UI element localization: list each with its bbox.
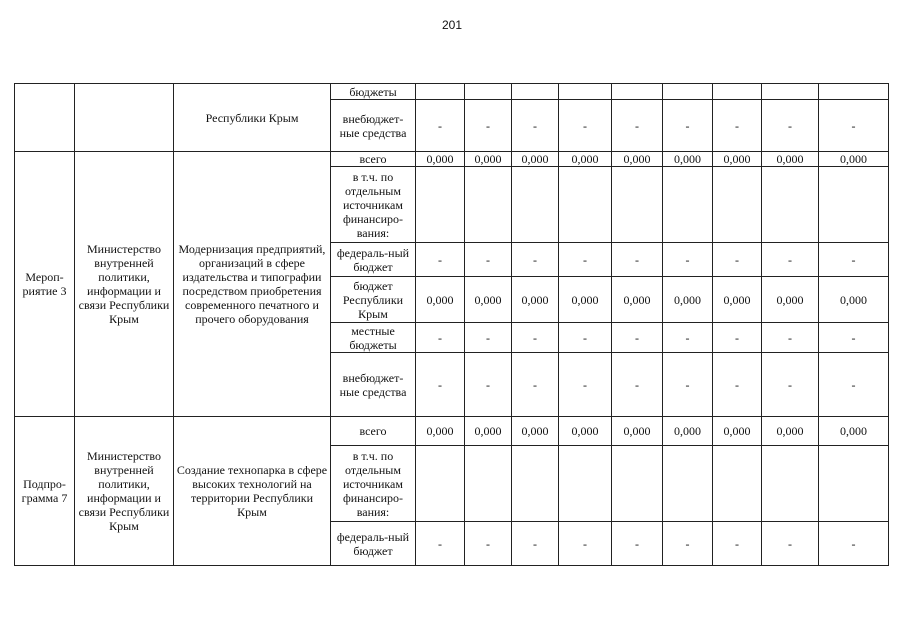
value-cell xyxy=(465,167,512,243)
value-cell: 0,000 xyxy=(663,152,713,167)
value-cell: - xyxy=(416,522,465,566)
value-cell: 0,000 xyxy=(819,277,889,323)
value-cell: - xyxy=(663,100,713,152)
value-cell xyxy=(663,446,713,522)
cell-col3-continued: Республики Крым xyxy=(174,84,331,152)
value-cell xyxy=(713,446,762,522)
value-cell: 0,000 xyxy=(512,152,559,167)
table-row xyxy=(15,152,889,167)
value-cell: - xyxy=(512,522,559,566)
value-cell xyxy=(559,167,612,243)
value-cell: - xyxy=(819,100,889,152)
page-number: 201 xyxy=(441,18,463,32)
funding-source-cell: внебюджет-ные средства xyxy=(331,100,416,152)
value-cell: - xyxy=(713,100,762,152)
funding-source-cell: всего xyxy=(331,417,416,446)
value-cell xyxy=(559,446,612,522)
value-cell: - xyxy=(512,323,559,353)
value-cell: 0,000 xyxy=(416,152,465,167)
value-cell xyxy=(512,167,559,243)
cell-col1-continued xyxy=(15,84,75,152)
value-cell: - xyxy=(465,243,512,277)
value-cell: 0,000 xyxy=(465,152,512,167)
ministry-cell: Министерство внутренней политики, информации и связи Республики Крым xyxy=(75,417,174,566)
value-cell xyxy=(559,84,612,100)
value-cell: 0,000 xyxy=(663,417,713,446)
value-cell: - xyxy=(416,353,465,417)
funding-source-cell: всего xyxy=(331,152,416,167)
value-cell: - xyxy=(612,323,663,353)
value-cell: 0,000 xyxy=(612,417,663,446)
value-cell: - xyxy=(762,522,819,566)
value-cell xyxy=(416,446,465,522)
funding-source-cell: местные бюджеты xyxy=(331,323,416,353)
value-cell: - xyxy=(819,522,889,566)
value-cell: - xyxy=(559,353,612,417)
value-cell: - xyxy=(713,323,762,353)
value-cell xyxy=(762,167,819,243)
value-cell: - xyxy=(713,353,762,417)
value-cell xyxy=(819,167,889,243)
value-cell: - xyxy=(762,323,819,353)
funding-source-cell: внебюджет-ные средства xyxy=(331,353,416,417)
value-cell xyxy=(416,167,465,243)
value-cell: 0,000 xyxy=(416,277,465,323)
budget-table xyxy=(14,83,889,566)
table-body xyxy=(15,84,889,566)
value-cell: 0,000 xyxy=(663,277,713,323)
value-cell: 0,000 xyxy=(713,152,762,167)
value-cell: - xyxy=(559,243,612,277)
value-cell xyxy=(819,446,889,522)
value-cell: - xyxy=(612,522,663,566)
value-cell: - xyxy=(663,323,713,353)
value-cell: - xyxy=(819,323,889,353)
value-cell: 0,000 xyxy=(819,152,889,167)
funding-source-cell: бюджеты xyxy=(331,84,416,100)
value-cell: 0,000 xyxy=(559,152,612,167)
value-cell: 0,000 xyxy=(762,152,819,167)
value-cell: 0,000 xyxy=(416,417,465,446)
value-cell xyxy=(762,84,819,100)
value-cell: 0,000 xyxy=(762,417,819,446)
value-cell: - xyxy=(819,243,889,277)
value-cell: 0,000 xyxy=(465,417,512,446)
funding-source-cell: федераль-ный бюджет xyxy=(331,522,416,566)
value-cell: - xyxy=(663,522,713,566)
value-cell: 0,000 xyxy=(612,152,663,167)
value-cell xyxy=(465,446,512,522)
value-cell xyxy=(663,167,713,243)
value-cell: - xyxy=(559,522,612,566)
funding-source-cell: федераль-ный бюджет xyxy=(331,243,416,277)
value-cell xyxy=(713,167,762,243)
value-cell: 0,000 xyxy=(512,417,559,446)
value-cell xyxy=(762,446,819,522)
value-cell: 0,000 xyxy=(819,417,889,446)
value-cell: - xyxy=(559,323,612,353)
value-cell: 0,000 xyxy=(713,277,762,323)
value-cell: 0,000 xyxy=(612,277,663,323)
value-cell: 0,000 xyxy=(465,277,512,323)
value-cell xyxy=(612,84,663,100)
value-cell: 0,000 xyxy=(559,417,612,446)
activity-description: Создание технопарка в сфере высоких технологий на территории Республики Крым xyxy=(174,417,331,566)
value-cell: - xyxy=(559,100,612,152)
value-cell: - xyxy=(512,100,559,152)
value-cell: 0,000 xyxy=(512,277,559,323)
value-cell: - xyxy=(762,100,819,152)
value-cell: - xyxy=(713,243,762,277)
table-row xyxy=(15,417,889,446)
value-cell: - xyxy=(713,522,762,566)
value-cell: - xyxy=(612,353,663,417)
funding-source-cell: в т.ч. по отдельным источникам финансиро-вания: xyxy=(331,167,416,243)
value-cell xyxy=(612,446,663,522)
table-row xyxy=(15,84,889,100)
value-cell: - xyxy=(465,522,512,566)
value-cell: - xyxy=(512,353,559,417)
value-cell: - xyxy=(465,323,512,353)
funding-source-cell: в т.ч. по отдельным источникам финансиро-вания: xyxy=(331,446,416,522)
value-cell xyxy=(713,84,762,100)
value-cell: - xyxy=(465,353,512,417)
value-cell: - xyxy=(416,323,465,353)
value-cell: - xyxy=(465,100,512,152)
value-cell: - xyxy=(512,243,559,277)
cell-col2-continued xyxy=(75,84,174,152)
value-cell xyxy=(512,446,559,522)
value-cell xyxy=(612,167,663,243)
value-cell: - xyxy=(663,353,713,417)
funding-source-cell: бюджет Республики Крым xyxy=(331,277,416,323)
value-cell: 0,000 xyxy=(559,277,612,323)
ministry-cell: Министерство внутренней политики, информации и связи Республики Крым xyxy=(75,152,174,417)
value-cell: - xyxy=(612,243,663,277)
value-cell xyxy=(512,84,559,100)
value-cell: - xyxy=(612,100,663,152)
value-cell xyxy=(465,84,512,100)
value-cell: - xyxy=(416,100,465,152)
value-cell: 0,000 xyxy=(762,277,819,323)
value-cell: 0,000 xyxy=(713,417,762,446)
value-cell xyxy=(819,84,889,100)
subprogram-label: Подпро-грамма 7 xyxy=(15,417,75,566)
value-cell: - xyxy=(762,353,819,417)
activity-description: Модернизация предприятий, организаций в сфере издательства и типографии посредством приобретения современного печатного и прочего оборудования xyxy=(174,152,331,417)
value-cell xyxy=(663,84,713,100)
value-cell xyxy=(416,84,465,100)
value-cell: - xyxy=(663,243,713,277)
value-cell: - xyxy=(416,243,465,277)
event-label: Мероп-риятие 3 xyxy=(15,152,75,417)
value-cell: - xyxy=(819,353,889,417)
value-cell: - xyxy=(762,243,819,277)
